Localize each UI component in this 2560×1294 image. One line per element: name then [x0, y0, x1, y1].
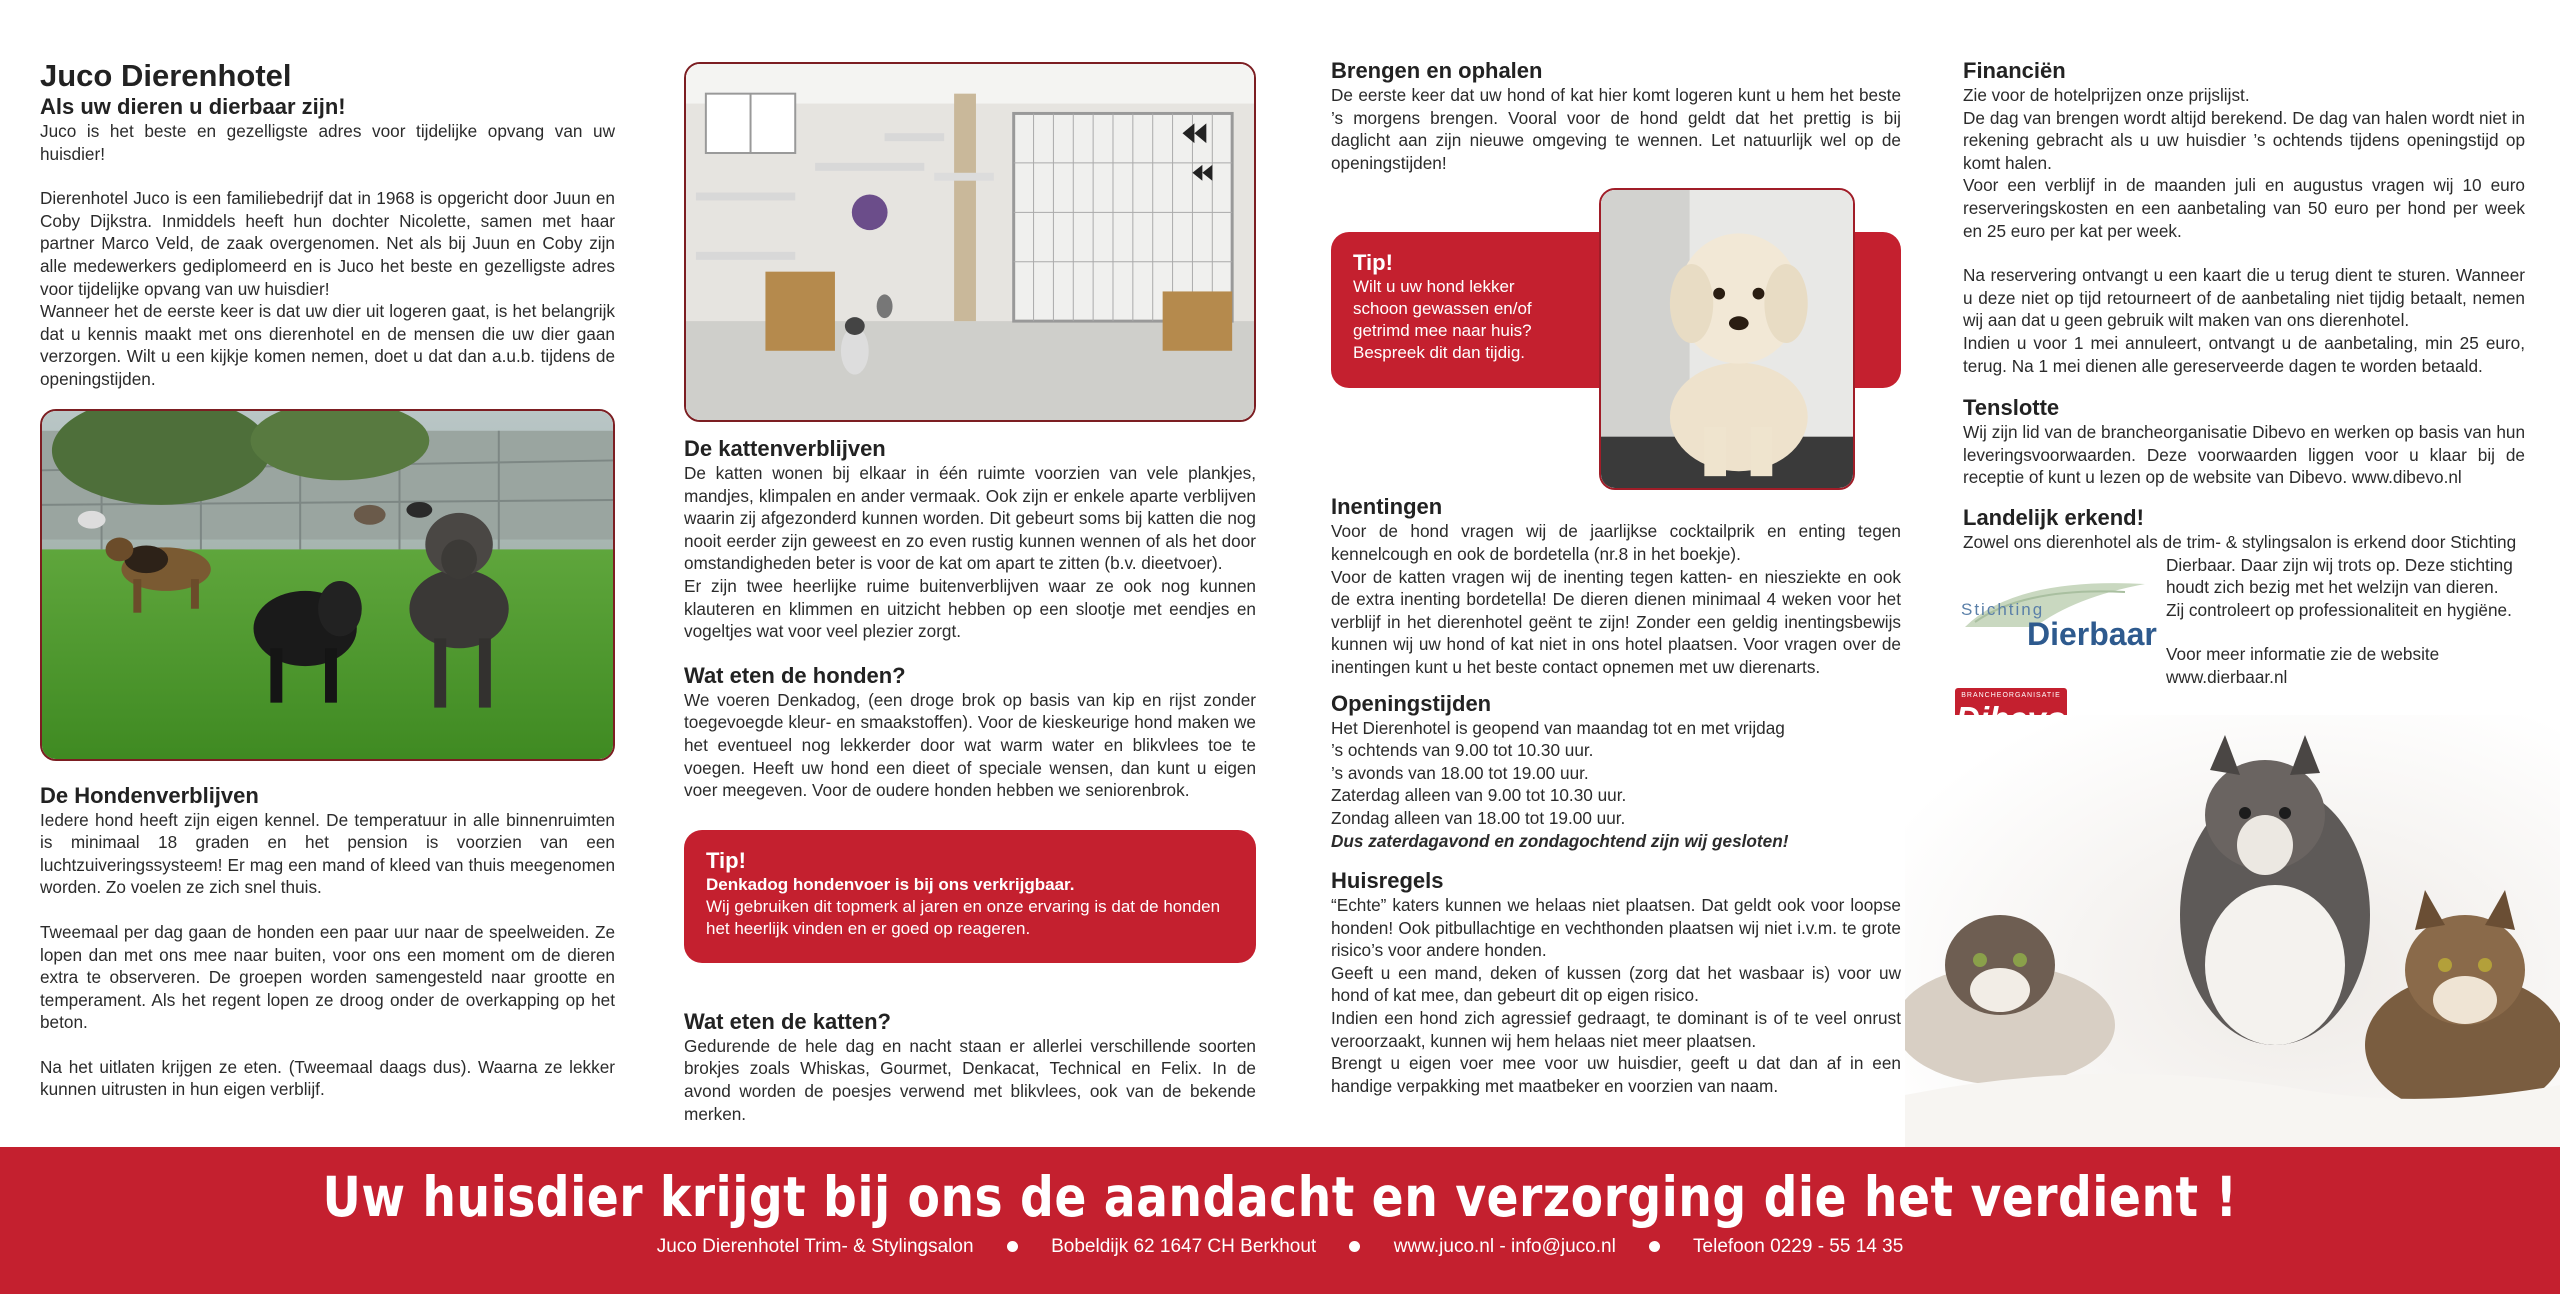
footer-banner — [0, 1147, 2560, 1294]
first-visit-text: Wanneer het de eerste keer is dat uw dier uit logeren gaat, is het belangrijk dat u kennis maakt met ons dierenhotel en de mensen die uw dier gaan verzorgen. Wilt u een kijkje komen nemen, doet u dat dan a.u.b. tijdens de openingstijden. — [40, 301, 615, 389]
heading-drop-off: Brengen en ophalen — [1331, 58, 1543, 83]
dogs-playground-illustration — [42, 411, 613, 759]
heading-dog-food: Wat eten de honden? — [684, 662, 906, 688]
opening-hours-line-3: ’s avonds van 18.00 tot 19.00 uur. — [1331, 762, 1589, 783]
opening-hours-line-1: Het Dierenhotel is geopend van maandag tot en met vrijdag — [1331, 717, 1785, 738]
opening-hours-line-4: Zaterdag alleen van 9.00 tot 10.30 uur. — [1331, 785, 1627, 806]
cat-food-text: Gedurende de hele dag en nacht staan er allerlei verschillende soorten brokjes zoals Whiskas, Gourmet, Denkacat, Technical en Felix. In de avond worden de poesjes verwend met blikvlees, ook van de bekende merken. — [684, 1035, 1256, 1124]
more-info-url[interactable]: www.dierbaar.nl — [2166, 666, 2288, 687]
cat-room-illustration — [686, 64, 1254, 420]
finance-text-5: Indien u voor 1 mei annuleert, ontvangt u de aanbetaling, min 25 euro, terug. Na 1 mei dienen alle gereserveerde dagen te worden betaald. — [1963, 332, 2525, 376]
logo-stichting-text: Stichting — [1961, 599, 2045, 619]
recognized-line-1: Dierbaar. Daar zijn wij trots op. Deze stichting — [2166, 554, 2513, 575]
tip-line-2: schoon gewassen en/of — [1353, 299, 1532, 319]
cat-rooms-text-2: Er zijn twee heerlijke ruime buitenverblijven waar ze ook nog kunnen klauteren en klimmen en uitzicht hebben op een slootje met eendjes en vogeltjes wat voor veel plezier zorgt. — [684, 575, 1256, 642]
cat-rooms-text-1: De katten wonen bij elkaar in één ruimte voorzien van vele plankjes, mandjes, klimpalen en ander vermaak. Ook zijn er enkele aparte verblijven waarin zij afgezonderd kunnen worden. Dit gebeurt soms bij katten die nog nooit eerder zijn geweest en zo even rustig kunnen wennen of als het door omstandigheden beter is voor de kat om apart te zitten (b.v. dieetvoer). — [684, 463, 1256, 574]
logo-dierbaar-text: Dierbaar — [2027, 615, 2157, 652]
footer-phone[interactable]: Telefoon 0229 - 55 14 35 — [1693, 1236, 1904, 1257]
opening-hours-closed: Dus zaterdagavond en zondagochtend zijn wij gesloten! — [1331, 830, 1789, 851]
page-title: Juco Dierenhotel — [40, 58, 292, 93]
house-rules-text-4: Brengt u eigen voer mee voor uw huisdier, geeft u dat dan af in een handige verpakking met maatbeker en voorzien van naam. — [1331, 1053, 1901, 1096]
heading-recognized: Landelijk erkend! — [1963, 504, 2144, 530]
heading-dog-kennels: De Hondenverblijven — [40, 782, 259, 808]
more-info-line-1: Voor meer informatie zie de website — [2166, 644, 2440, 665]
column-cats-food — [684, 62, 1256, 1125]
tip-line-3: getrimd mee naar huis? — [1353, 321, 1532, 341]
tip-line-1: Wilt u uw hond lekker — [1353, 277, 1515, 297]
tip-line-4: Bespreek dit dan tijdig. — [1353, 343, 1525, 363]
dog-kennels-text-2: Tweemaal per dag gaan de honden een paar uur naar de speelweiden. Ze lopen dan met ons mee naar buiten, voor ons een moment om de dieren extra te observeren. De groepen worden samengesteld naar grootte en temperament. Als het regent lopen ze droog onder de overkapping op het beton. — [40, 921, 615, 1033]
groomed-dog-illustration — [1601, 190, 1853, 488]
heading-finally: Tenslotte — [1963, 395, 2060, 421]
history-text: Dierenhotel Juco is een familiebedrijf dat in 1968 is opgericht door Juun en Coby Dijkstra. Inmiddels heeft hun dochter Nicolette, samen met haar partner Marco Veld, de zaak overgenomen. Net als bij Juun en Coby zijn alle medewerkers gediplomeerd en is Juco het beste en gezelligste adres voor tijdelijke opvang van uw huisdier! — [40, 188, 615, 299]
pets-illustration — [1905, 715, 2560, 1147]
opening-hours-line-5: Zondag alleen van 18.00 tot 19.00 uur. — [1331, 807, 1626, 828]
column-finance — [1963, 58, 2525, 774]
footer-address: Bobeldijk 62 1647 CH Berkhout — [1051, 1236, 1317, 1257]
finance-text-3: Voor een verblijf in de maanden juli en augustus vragen wij 10 euro reserveringskosten en een aanbetaling van 50 euro per hond per week en 25 euro per kat per week. — [1963, 175, 2525, 241]
finally-text: Wij zijn lid van de brancheorganisatie Dibevo en werken op basis van hun leveringsvoorwaarden. Deze voorwaarden liggen voor u klaar bij de receptie of kunt u lezen op de website van Dibevo. www.dibevo.nl — [1963, 422, 2525, 488]
heading-finance: Financiën — [1963, 58, 2066, 83]
heading-house-rules: Huisregels — [1331, 868, 1444, 894]
groomed-dog-photo — [1599, 188, 1855, 490]
column-intro — [40, 58, 615, 1101]
finance-text-4: Na reservering ontvangt u een kaart die u terug dient te sturen. Wanneer u deze niet op tijd retourneert of de aanbetaling niet tijdig betaalt, nemen wij aan dat u geen gebruik wilt maken van ons dierenhotel. — [1963, 265, 2525, 331]
heading-cat-rooms: De kattenverblijven — [684, 436, 886, 461]
finance-text-1: Zie voor de hotelprijzen onze prijslijst. — [1963, 85, 2250, 105]
house-rules-text-2: Geeft u een mand, deken of kussen (zorg dat het wasbaar is) voor uw hond of kat mee, dan gebeurt dit op eigen risico. — [1331, 962, 1901, 1006]
tip-bold-line: Denkadog hondenvoer is bij ons verkrijgbaar. — [706, 874, 1075, 894]
heading-cat-food: Wat eten de katten? — [684, 1008, 891, 1034]
house-rules-text-3: Indien een hond zich agressief gedraagt, te dominant is of te veel onrust veroorzaakt, kunnen wij hem helaas niet meer plaatsen. — [1331, 1008, 1901, 1051]
dog-food-text: We voeren Denkadog, (een droge brok op basis van kip en rijst zonder toegevoegde kleur- en smaakstoffen). Voor de kieskeurige hond maken we het eventueel nog lekkerder door wat warm water en blikvlees toe te voegen. Heeft uw hond een dieet of speciale wensen, dan kunt u eigen voer meegeven. Voor de oudere honden hebben we seniorenbrok. — [684, 689, 1256, 801]
dog-kennels-text-1: Iedere hond heeft zijn eigen kennel. De temperatuur in alle binnenruimten is minimaal 18 graden en het pension is voorzien van een luchtzuiveringssysteem! Er mag een mand of kleed van thuis meegenomen worden. Zo voelen ze zich snel thuis. — [40, 809, 615, 898]
footer-web-email[interactable]: www.juco.nl - info@juco.nl — [1393, 1236, 1616, 1257]
footer-company: Juco Dierenhotel Trim- & Stylingsalon — [656, 1236, 974, 1257]
footer-slogan: Uw huisdier krijgt bij ons de aandacht en verzorging die het verdient ! — [322, 1165, 2238, 1229]
recognized-text-1: Zowel ons dierenhotel als de trim- & stylingsalon is erkend door Stichting — [1963, 531, 2517, 552]
dogs-playground-photo — [40, 409, 615, 761]
dibevo-logo-top: BRANCHEORGANISATIE — [1961, 691, 2061, 699]
tip-grooming-block — [1331, 188, 1901, 496]
bullet-icon — [1349, 1241, 1360, 1252]
recognized-right-text — [2166, 554, 2525, 689]
bullet-icon — [1649, 1241, 1660, 1252]
intro-text: Juco is het beste en gezelligste adres voor tijdelijke opvang van uw huisdier! — [40, 121, 615, 164]
finance-text-2: De dag van brengen wordt altijd berekend. De dag van halen wordt niet in rekening gebracht als u uw huisdier ’s ochtends tijdens openingstijd op komt halen. — [1963, 107, 2525, 173]
heading-opening-hours: Openingstijden — [1331, 690, 1492, 716]
tip-box-dog-food — [684, 830, 1256, 963]
footer-contact — [0, 1235, 2560, 1259]
vaccinations-text-2: Voor de katten vragen wij de inenting tegen katten- en niesziekte en ook de extra inenting bordetella! De dieren dienen minimaal 4 weken voor het verblijf in het dierenhotel geënt te zijn! Zonder een geldig inentingsbewijs kunnen wij uw hond of kat niet in ons hotel plaatsen. Voor vragen over de inentingen kunt u het beste contact opnemen met uw dierenarts. — [1331, 566, 1901, 677]
dog-kennels-text-3: Na het uitlaten krijgen ze eten. (Tweemaal daags dus). Waarna ze lekker kunnen uitrusten in hun eigen verblijf. — [40, 1056, 615, 1100]
house-rules-text-1: “Echte” katers kunnen we helaas niet plaatsen. Dat geldt ook voor loopse honden! Ook pitbullachtige en vechthonden plaatsen wij niet i.v.m. te grote risico’s voor andere honden. — [1331, 895, 1901, 961]
cat-room-photo — [684, 62, 1256, 422]
opening-hours-line-2: ’s ochtends van 9.00 tot 10.30 uur. — [1331, 740, 1594, 761]
page-subtitle: Als uw dieren u dierbaar zijn! — [40, 94, 346, 119]
tip-title: Tip! — [706, 847, 746, 873]
tip-text: Wij gebruiken dit topmerk al jaren en onze ervaring is dat de honden het heerlijk vinden en er goed op reageren. — [706, 896, 1221, 938]
recognized-line-2: houdt zich bezig met het welzijn van dieren. — [2166, 577, 2499, 598]
vaccinations-text-1: Voor de hond vragen wij de jaarlijkse cocktailprik en enting tegen kennelcough en ook de bordetella (nr.8 in het boekje). — [1331, 521, 1901, 564]
column-practical — [1331, 58, 1901, 1097]
recognized-line-3: Zij controleert op professionaliteit en hygiëne. — [2166, 599, 2512, 620]
drop-off-text: De eerste keer dat uw hond of kat hier komt logeren kunt u hem het beste ’s morgens brengen. Vooral voor de hond geldt dat het prettig is bij daglicht aan zijn nieuwe omgeving te wennen. Let natuurlijk wel op de openingstijden! — [1331, 85, 1901, 173]
dierbaar-logo — [1955, 572, 2155, 652]
bullet-icon — [1007, 1241, 1018, 1252]
tip-title: Tip! — [1353, 250, 1393, 276]
heading-vaccinations: Inentingen — [1331, 494, 1443, 520]
pets-photo — [1905, 715, 2560, 1147]
